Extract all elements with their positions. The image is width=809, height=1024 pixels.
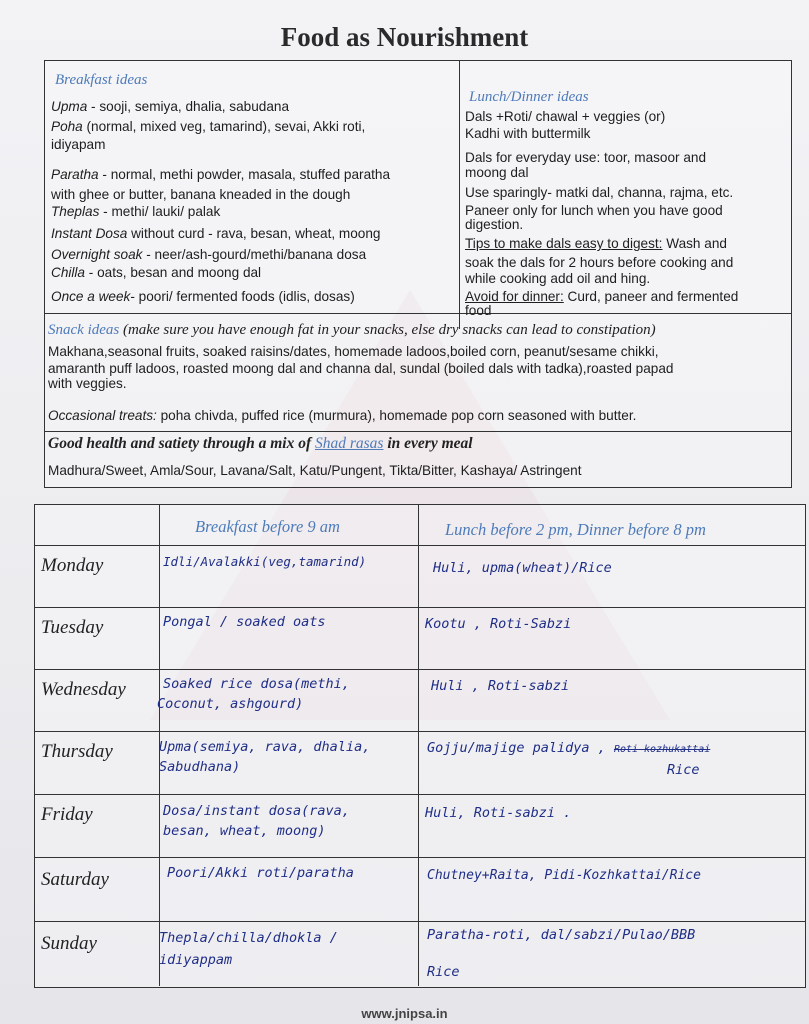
lunch-dinner-entry-cont: Rice xyxy=(667,762,700,778)
nutrition-info-box xyxy=(44,60,792,488)
day-label: Tuesday xyxy=(41,617,104,638)
snack-line: amaranth puff ladoos, roasted moong dal and channa dal, sundal (boiled dals with tadka),roasted papad xyxy=(48,361,674,376)
list-item: Avoid for dinner: Curd, paneer and fermented xyxy=(465,289,739,304)
breakfast-entry: Poori/Akki roti/paratha xyxy=(167,865,354,881)
snack-line: with veggies. xyxy=(48,376,127,391)
list-item: Dals for everyday use: toor, masoor and xyxy=(465,150,707,165)
day-label: Thursday xyxy=(41,741,113,762)
snack-ideas-heading: Snack ideas (make sure you have enough fat in your snacks, else dry snacks can lead to constipation) xyxy=(48,322,656,338)
breakfast-entry-cont: Coconut, ashgourd) xyxy=(157,696,304,712)
column-divider xyxy=(418,505,419,986)
row-divider xyxy=(35,545,805,546)
list-item: Chilla - oats, besan and moong dal xyxy=(51,265,262,280)
lunch-dinner-entry: Gojju/majige palidya , Roti kozhukattai xyxy=(427,740,711,756)
lunch-dinner-entry: Huli, upma(wheat)/Rice xyxy=(433,560,612,576)
list-item: Theplas - methi/ lauki/ palak xyxy=(51,204,221,219)
breakfast-entry: Upma(semiya, rava, dhalia, xyxy=(159,739,371,755)
weekly-meal-table xyxy=(34,504,806,988)
tastes-line: Madhura/Sweet, Amla/Sour, Lavana/Salt, Katu/Pungent, Tikta/Bitter, Kashaya/ Astringent xyxy=(48,463,582,478)
lunch-dinner-entry: Huli , Roti-sabzi xyxy=(431,678,570,694)
row-divider xyxy=(35,731,805,732)
breakfast-ideas-heading: Breakfast ideas xyxy=(55,72,148,88)
list-item: Poha (normal, mixed veg, tamarind), sevai, Akki roti, xyxy=(51,119,366,134)
section-divider xyxy=(45,431,791,432)
breakfast-entry-cont: besan, wheat, moong) xyxy=(163,823,326,839)
footer-website[interactable]: www.jnipsa.in xyxy=(361,1006,448,1021)
breakfast-entry: Thepla/chilla/dhokla / xyxy=(159,930,338,946)
list-item: Kadhi with buttermilk xyxy=(465,126,591,141)
column-header-breakfast: Breakfast before 9 am xyxy=(195,517,340,536)
list-item: Instant Dosa without curd - rava, besan, wheat, moong xyxy=(51,226,381,241)
struck-out-text: Roti kozhukattai xyxy=(613,744,711,755)
day-label: Monday xyxy=(41,555,104,576)
breakfast-entry: Dosa/instant dosa(rava, xyxy=(163,803,350,819)
occasional-treats-line: Occasional treats: poha chivda, puffed rice (murmura), homemade pop corn seasoned with butter. xyxy=(48,408,637,423)
list-item: with ghee or butter, banana kneaded in the dough xyxy=(51,187,351,202)
breakfast-entry-cont: Sabudhana) xyxy=(159,759,241,775)
list-item: Dals +Roti/ chawal + veggies (or) xyxy=(465,109,666,124)
list-item: digestion. xyxy=(465,217,524,232)
breakfast-entry-cont: idiyappam xyxy=(159,952,233,968)
lunch-dinner-ideas-heading: Lunch/Dinner ideas xyxy=(469,89,589,105)
row-divider xyxy=(35,921,805,922)
list-item: Overnight soak - neer/ash-gourd/methi/banana dosa xyxy=(51,247,367,262)
lunch-dinner-entry: Huli, Roti-sabzi . xyxy=(425,805,572,821)
shad-rasas-link[interactable]: Shad rasas xyxy=(314,435,384,452)
row-divider xyxy=(35,794,805,795)
lunch-dinner-entry: Kootu , Roti-Sabzi xyxy=(425,616,572,632)
list-item: soak the dals for 2 hours before cooking and xyxy=(465,255,734,270)
list-item: Paratha - normal, methi powder, masala, stuffed paratha xyxy=(51,167,391,182)
list-item: Use sparingly- matki dal, channa, rajma, etc. xyxy=(465,185,734,200)
column-divider xyxy=(459,61,460,329)
lunch-dinner-entry: Paratha-roti, dal/sabzi/Pulao/BBB xyxy=(427,927,696,943)
row-divider xyxy=(35,669,805,670)
column-header-lunch-dinner: Lunch before 2 pm, Dinner before 8 pm xyxy=(445,520,706,539)
day-label: Wednesday xyxy=(41,679,126,700)
breakfast-entry: Soaked rice dosa(methi, xyxy=(163,676,350,692)
day-label: Sunday xyxy=(41,933,97,954)
list-item: Paneer only for lunch when you have good xyxy=(465,203,723,218)
row-divider xyxy=(35,607,805,608)
page-title: Food as Nourishment xyxy=(280,22,529,52)
snack-line: Makhana,seasonal fruits, soaked raisins/dates, homemade ladoos,boiled corn, peanut/sesame chikki, xyxy=(48,344,659,359)
breakfast-entry: Idli/Avalakki(veg,tamarind) xyxy=(163,554,367,569)
row-divider xyxy=(35,857,805,858)
day-label: Friday xyxy=(41,804,93,825)
section-divider xyxy=(45,313,791,314)
list-item: while cooking add oil and hing. xyxy=(465,271,651,286)
shad-rasas-heading: Good health and satiety through a mix of Shad rasas in every meal xyxy=(48,435,473,452)
list-item: moong dal xyxy=(465,165,529,180)
lunch-dinner-entry: Chutney+Raita, Pidi-Kozhkattai/Rice xyxy=(427,868,701,883)
list-item: food xyxy=(465,303,492,318)
list-item: Once a week- poori/ fermented foods (idlis, dosas) xyxy=(51,289,355,304)
list-item: idiyapam xyxy=(51,137,106,152)
list-item: Upma - sooji, semiya, dhalia, sabudana xyxy=(51,99,290,114)
breakfast-entry: Pongal / soaked oats xyxy=(163,614,326,630)
day-label: Saturday xyxy=(41,869,109,890)
lunch-dinner-entry-cont: Rice xyxy=(427,964,460,980)
list-item: Tips to make dals easy to digest: Wash and xyxy=(465,236,727,251)
